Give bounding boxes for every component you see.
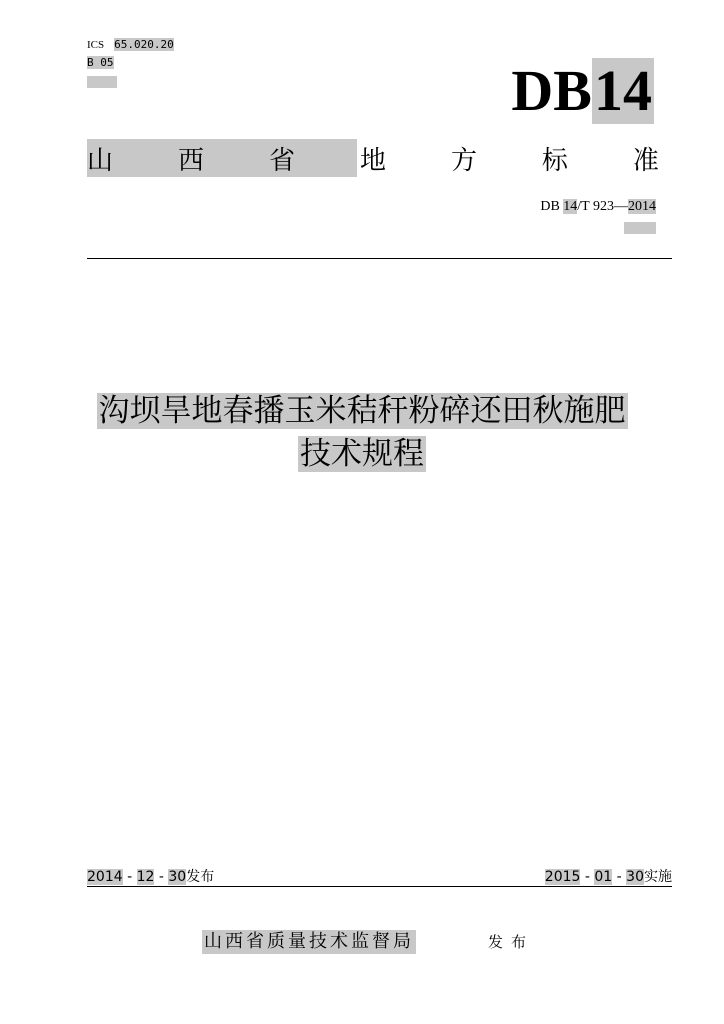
publish-month: 12 bbox=[136, 869, 155, 885]
heading-char: 西 bbox=[177, 145, 204, 176]
ics-code: 65.020.20 bbox=[114, 38, 174, 51]
implement-month: 01 bbox=[594, 869, 613, 885]
record-number-placeholder bbox=[87, 76, 117, 88]
ccs-code: B 05 bbox=[87, 56, 114, 69]
ics-label: ICS bbox=[87, 39, 105, 51]
implement-label: 实施 bbox=[644, 869, 672, 885]
db-number: 14 bbox=[594, 58, 652, 123]
heading-char: 省 bbox=[268, 145, 295, 176]
publish-year: 2014 bbox=[87, 869, 123, 885]
bottom-divider bbox=[87, 886, 672, 887]
std-province: 14 bbox=[563, 199, 578, 214]
issuing-authority: 山西省质量技术监督局 bbox=[204, 931, 414, 952]
replaces-placeholder bbox=[624, 222, 656, 234]
date-sep: - bbox=[612, 869, 627, 885]
std-mid: /T 923— bbox=[577, 199, 628, 214]
title-text-2: 技术规程 bbox=[300, 436, 424, 472]
std-year: 2014 bbox=[628, 199, 656, 214]
heading-char: 山 bbox=[87, 145, 114, 176]
heading-char: 准 bbox=[632, 145, 659, 176]
heading-char: 地 bbox=[359, 145, 386, 176]
date-sep: - bbox=[154, 869, 169, 885]
issue-label: 发布 bbox=[488, 933, 535, 951]
document-title-line2 bbox=[0, 434, 724, 474]
ccs-line bbox=[87, 56, 114, 70]
document-title-line1 bbox=[0, 391, 724, 431]
ics-line bbox=[87, 38, 174, 52]
title-text-1: 沟坝旱地春播玉米秸秆粉碎还田秋施肥 bbox=[98, 393, 626, 429]
publish-label: 发布 bbox=[186, 869, 215, 885]
province-standard-heading bbox=[87, 139, 659, 177]
db-prefix: DB bbox=[511, 58, 592, 123]
heading-char: 标 bbox=[541, 145, 568, 176]
standard-number bbox=[540, 198, 656, 216]
dates-row bbox=[87, 867, 672, 887]
top-divider bbox=[87, 258, 672, 259]
implement-year: 2015 bbox=[544, 869, 581, 885]
std-prefix: DB bbox=[540, 199, 564, 214]
publish-date bbox=[87, 867, 214, 887]
heading-char: 方 bbox=[450, 145, 477, 176]
date-sep: - bbox=[580, 869, 595, 885]
db-logo bbox=[511, 58, 654, 124]
implement-day: 30 bbox=[626, 869, 644, 885]
date-sep: - bbox=[122, 869, 137, 885]
publish-day: 30 bbox=[168, 869, 187, 885]
implement-date bbox=[545, 867, 672, 887]
